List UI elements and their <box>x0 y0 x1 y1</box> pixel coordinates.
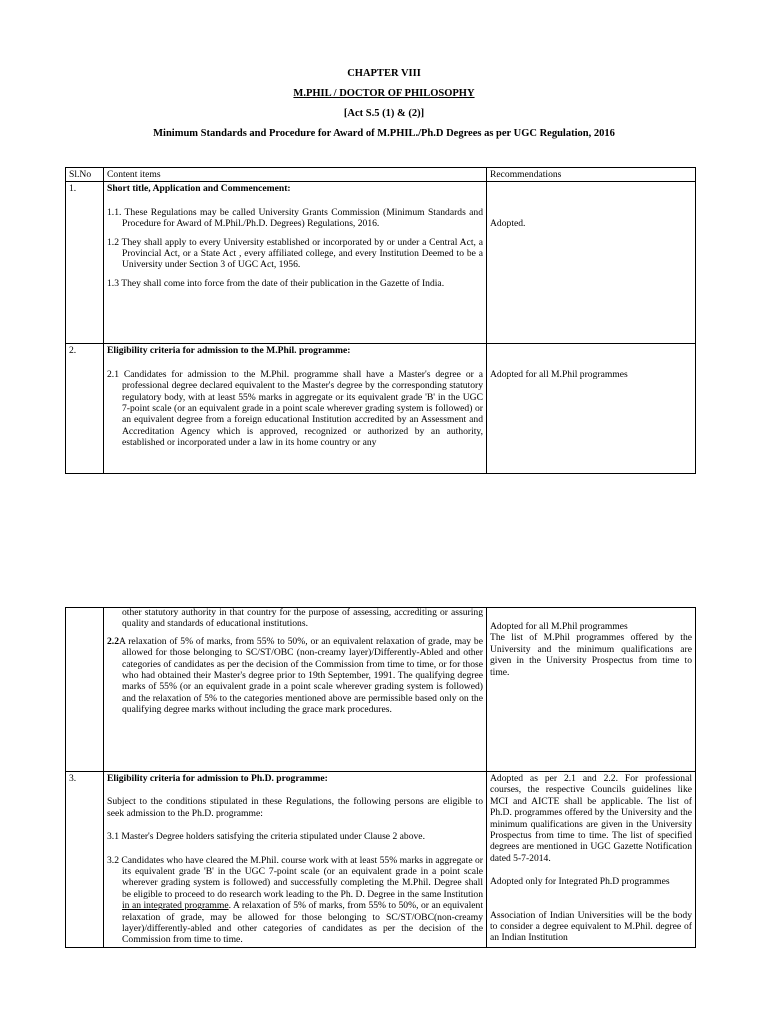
recommendation-cell <box>487 344 696 474</box>
content-cell <box>104 608 487 772</box>
row-number: 2. <box>66 344 104 474</box>
clause-body: 3.2 Candidates who have cleared the M.Phil. course work with at least 55% marks in aggregate or its equivalent grade 'B' in the UGC 7-point scale (or an equivalent grade in a point scale wherever grading system is followed) and successfully completing the M.Phil. Degree shall be eligible to proceed to do research work leading to the Ph. D. Degree in the same Institution <box>107 854 483 900</box>
row-number: 1. <box>66 182 104 344</box>
clause-emphasis: in an integrated programme <box>122 900 229 912</box>
chapter-number: CHAPTER VIII <box>347 68 421 79</box>
section-heading: Eligibility criteria for admission to Ph.D. programme: <box>107 773 328 784</box>
clause-text: 1.1. These Regulations may be called University Grants Commission (Minimum Standards and Procedure for Award of M.Phil./Ph.D. Degrees) Regulations, 2016. <box>107 206 483 230</box>
table-header-row <box>66 168 696 182</box>
clause-text: 1.2 They shall apply to every University established or incorporated by or under a Central Act, a Provincial Act, or a State Act , every affiliated college, and every Institution Deemed to be a University under Section 3 of UGC Act, 1956. <box>107 236 483 271</box>
section-heading: Short title, Application and Commencement: <box>107 183 291 195</box>
recommendation-text: Adopted for all M.Phil programmes <box>490 621 628 632</box>
clause-body: . A relaxation of 5% of marks, from 55% to 50%, or an equivalent relaxation of grade, may be allowed for those belonging to SC/ST/OBC(non-creamy layer)/differently-abled and other categories of candidates as per the decision of the Commission from time to time. <box>122 900 483 946</box>
regulation-table-part-1 <box>65 167 696 474</box>
recommendation-text: The list of M.Phil programmes offered by the University and the minimum qualifications are given in the University Prospectus from time to time. <box>490 632 692 678</box>
recommendation-text: Adopted. <box>490 218 526 230</box>
column-header-slno: Sl.No <box>66 168 104 182</box>
row-number <box>66 608 104 772</box>
clause-number: 2.2 <box>107 635 119 647</box>
recommendation-cell <box>487 608 696 772</box>
clause-text: other statutory authority in that country for the purpose of assessing, accrediting or assuring quality and standards of educational institutions. <box>122 607 483 630</box>
regulation-table-part-2 <box>65 607 696 948</box>
table-row <box>66 608 696 772</box>
recommendation-text: Adopted only for Integrated Ph.D programmes <box>490 876 670 888</box>
clause-text: 2.1 Candidates for admission to the M.Phil. programme shall have a Master's degree or a professional degree declared equivalent to the Master's degree by the corresponding statutory regulatory body, with at least 55% marks in aggregate or its equivalent grade 'B' in the UGC 7-point scale (or an equivalent grade in a point scale wherever grading system is followed) or an equivalent degree from a foreign educational Institution accredited by an Assessment and Accreditation Agency which is approved, recognized or authorized by an authority, established or incorporated under a law in its home country or any <box>107 368 483 449</box>
clause-text: 3.1 Master's Degree holders satisfying the criteria stipulated under Clause 2 above. <box>107 831 425 843</box>
clause-text: 1.3 They shall come into force from the date of their publication in the Gazette of India. <box>107 277 445 289</box>
column-header-content: Content items <box>104 168 487 182</box>
table-row <box>66 344 696 474</box>
clause-body: A relaxation of 5% of marks, from 55% to 50%, or an equivalent relaxation of grade, may be allowed for those belonging to SC/ST/OBC (non-creamy layer)/Differently-Abled and other categories of candidates as per the decision of the Commission from time to time, or for those who had obtained their Master's degree prior to 19th September, 1991. The qualifying degree marks of 55% (or an equivalent grade in a point scale wherever grading system is followed) and the relaxation of 5% to the categories mentioned above are permissible based only on the qualifying degree marks without including the grace mark procedures. <box>119 635 483 716</box>
clause-text <box>107 636 483 716</box>
intro-text: Subject to the conditions stipulated in these Regulations, the following persons are eligible to seek admission to the Ph.D. programme: <box>107 796 483 819</box>
recommendation-cell <box>487 772 696 948</box>
clause-text <box>107 855 483 946</box>
recommendation-cell <box>487 182 696 344</box>
content-cell <box>104 772 487 948</box>
recommendation-text: Adopted for all M.Phil programmes <box>490 369 628 381</box>
table-row <box>66 182 696 344</box>
clipped-content <box>107 345 483 472</box>
column-header-recommendations: Recommendations <box>487 168 696 182</box>
document-title: Minimum Standards and Procedure for Award of M.PHIL./Ph.D Degrees as per UGC Regulation, 2016 <box>153 128 615 139</box>
content-cell <box>104 182 487 344</box>
table-row <box>66 772 696 948</box>
section-heading: Eligibility criteria for admission to the M.Phil. programme: <box>107 345 351 357</box>
content-cell <box>104 344 487 474</box>
recommendation-text: Association of Indian Universities will be the body to consider a degree equivalent to M.Phil. degree of an Indian Institution <box>490 909 692 944</box>
row-number: 3. <box>66 772 104 948</box>
act-reference: [Act S.5 (1) & (2)] <box>343 108 425 119</box>
recommendation-text: Adopted as per 2.1 and 2.2. For professional courses, the respective Councils guidelines like MCI and AICTE shall be applicable. The list of Ph.D. programmes offered by the University and the minimum qualifications are given in the University Prospectus from time to time. The list of specified degrees are mentioned in UGC Gazette Notification dated 5-7-2014. <box>490 773 692 864</box>
chapter-subject: M.PHIL / DOCTOR OF PHILOSOPHY <box>293 88 475 99</box>
